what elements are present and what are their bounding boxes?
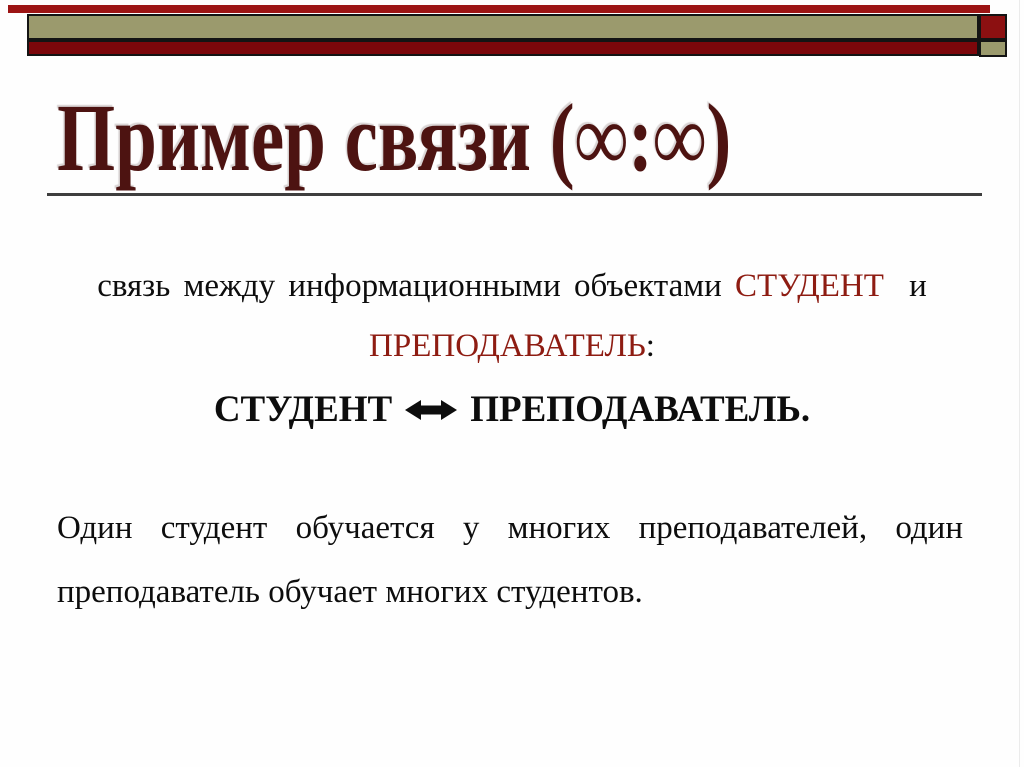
paragraph-word: преподавателей, <box>638 510 868 546</box>
body-line-1-conjunction: и <box>909 268 927 304</box>
relation-student-label: СТУДЕНТ <box>213 389 393 430</box>
paragraph-word: один <box>895 510 963 546</box>
slide-title: Пример связи (∞:∞) <box>57 84 732 191</box>
red-accent-square <box>979 14 1007 40</box>
olive-accent-square <box>979 40 1007 57</box>
paragraph-word: обучается <box>295 510 435 546</box>
relation-teacher-label: ПРЕПОДАВАТЕЛЬ. <box>470 389 811 430</box>
paragraph-word: студент <box>160 510 268 546</box>
body-line-2 <box>0 328 1024 364</box>
maroon-band <box>27 40 979 56</box>
paragraph-line-2: преподаватель обучает многих студентов. <box>57 574 643 610</box>
entity-teacher: ПРЕПОДАВАТЕЛЬ <box>369 328 646 364</box>
paragraph-word: многих <box>507 510 611 546</box>
entity-student: СТУДЕНТ <box>735 268 884 304</box>
body-line-2-colon: : <box>645 328 655 364</box>
relation-line <box>0 388 1024 431</box>
double-headed-arrow-icon <box>404 398 458 422</box>
paragraph-word: Один <box>57 510 133 546</box>
paragraph-word: у <box>462 510 480 546</box>
body-line-1 <box>0 268 1024 304</box>
olive-band <box>27 14 979 40</box>
top-red-bar <box>8 5 990 13</box>
body-line-1-text: связь между информационными объектами <box>97 268 722 304</box>
paragraph-line-1 <box>57 510 963 547</box>
title-underline-rule <box>47 193 982 196</box>
slide-right-edge <box>1019 0 1020 767</box>
